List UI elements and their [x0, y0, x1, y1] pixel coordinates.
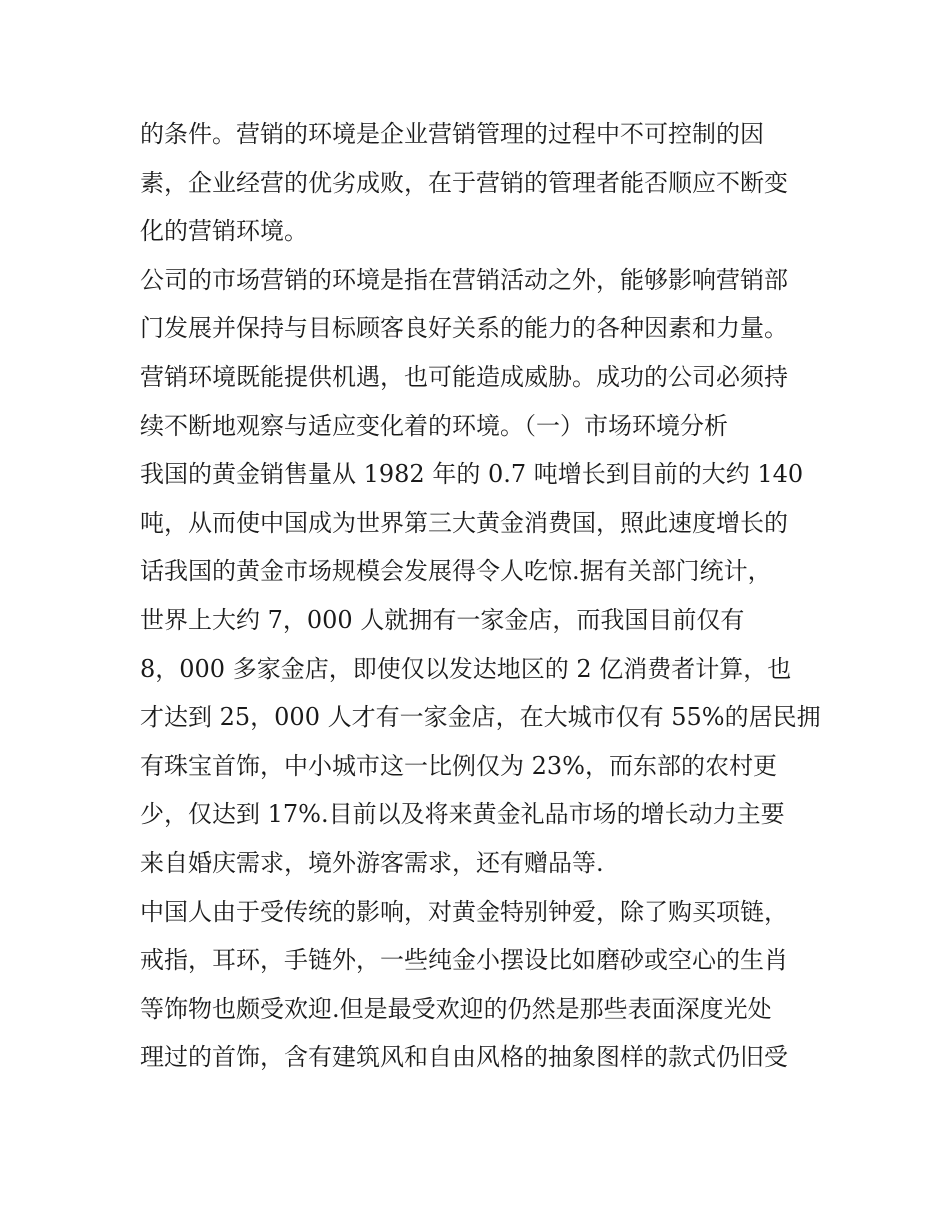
text-line: 营销环境既能提供机遇，也可能造成威胁。成功的公司必须持	[140, 362, 788, 391]
text-line: 理过的首饰，含有建筑风和自由风格的抽象图样的款式仍旧受	[140, 1043, 788, 1072]
text-line: 少，仅达到 17%.目前以及将来黄金礼品市场的增长动力主要	[140, 800, 785, 829]
text-line: 的条件。营销的环境是企业营销管理的过程中不可控制的因	[140, 120, 764, 148]
text-line: 吨，从而使中国成为世界第三大黄金消费国，照此速度增长的	[140, 508, 788, 537]
text-line: 世界上大约 7，000 人就拥有一家金店，而我国目前仅有	[140, 605, 745, 634]
text-line: 化的营销环境。	[140, 217, 308, 246]
text-line: 中国人由于受传统的影响，对黄金特别钟爱，除了购买项链，	[140, 897, 788, 926]
text-line: 话我国的黄金市场规模会发展得令人吃惊.据有关部门统计，	[140, 557, 772, 586]
text-line: 戒指，耳环，手链外，一些纯金小摆设比如磨砂或空心的生肖	[140, 946, 788, 975]
text-line: 8，000 多家金店，即使仅以发达地区的 2 亿消费者计算，也	[140, 654, 792, 683]
text-line: 公司的市场营销的环境是指在营销活动之外，能够影响营销部	[140, 265, 788, 294]
text-line: 有珠宝首饰，中小城市这一比例仅为 23%，而东部的农村更	[140, 751, 777, 780]
text-line: 续不断地观察与适应变化着的环境。（一）市场环境分析	[140, 411, 728, 440]
body-text	[140, 110, 820, 1082]
text-line: 素，企业经营的优劣成败，在于营销的管理者能否顺应不断变	[140, 168, 788, 197]
text-line: 等饰物也颇受欢迎.但是最受欢迎的仍然是那些表面深度光处	[140, 994, 772, 1023]
text-line: 我国的黄金销售量从 1982 年的 0.7 吨增长到目前的大约 140	[140, 460, 804, 489]
text-line: 才达到 25，000 人才有一家金店，在大城市仅有 55%的居民拥	[140, 703, 821, 732]
text-line: 来自婚庆需求，境外游客需求，还有赠品等.	[140, 848, 604, 877]
text-line: 门发展并保持与目标顾客良好关系的能力的各种因素和力量。	[140, 314, 788, 343]
